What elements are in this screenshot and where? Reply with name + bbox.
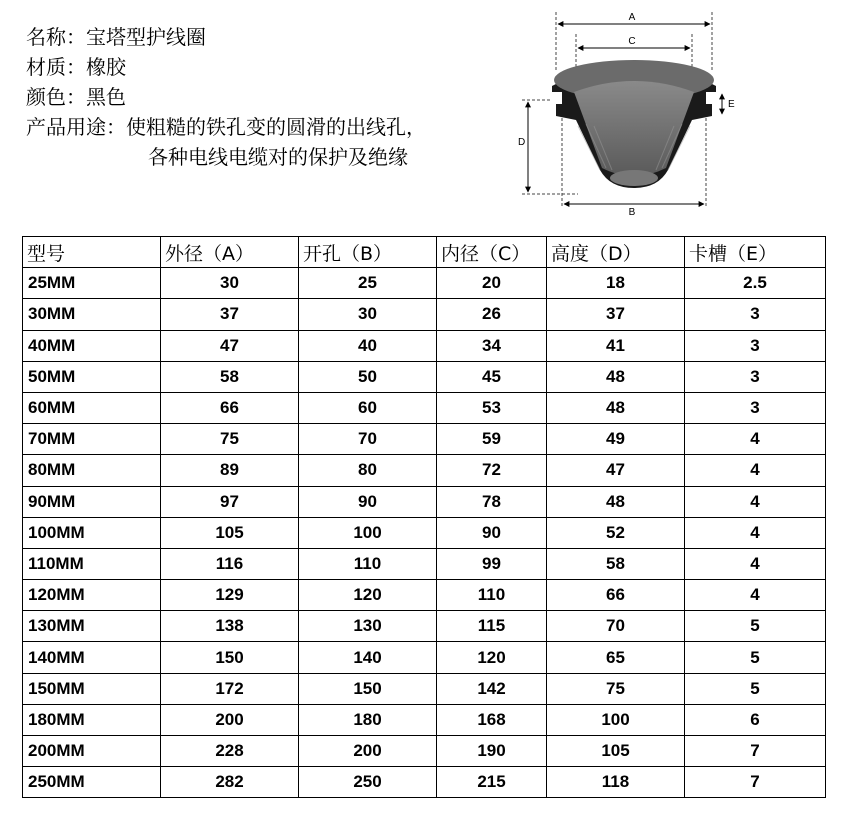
table-cell: 100	[547, 704, 685, 735]
table-row	[23, 455, 826, 486]
label-a: A	[628, 12, 636, 23]
header-inner-diameter: 内径（C）	[437, 237, 547, 268]
table-cell: 5	[685, 673, 826, 704]
table-cell: 100	[299, 517, 437, 548]
table-row	[23, 736, 826, 767]
table-cell: 48	[547, 486, 685, 517]
table-cell: 250	[299, 767, 437, 798]
table-cell-model: 60MM	[23, 392, 161, 423]
table-cell: 120	[437, 642, 547, 673]
table-row	[23, 517, 826, 548]
table-cell: 47	[161, 330, 299, 361]
table-cell: 129	[161, 580, 299, 611]
table-cell: 58	[547, 548, 685, 579]
table-cell: 59	[437, 424, 547, 455]
table-cell: 142	[437, 673, 547, 704]
table-body	[23, 268, 826, 798]
label-d: D	[518, 137, 526, 148]
table-cell-model: 50MM	[23, 361, 161, 392]
table-cell: 70	[547, 611, 685, 642]
table-cell-model: 110MM	[23, 548, 161, 579]
table-row	[23, 361, 826, 392]
table-cell: 4	[685, 517, 826, 548]
table-cell-model: 25MM	[23, 268, 161, 299]
table-row	[23, 611, 826, 642]
table-cell: 150	[299, 673, 437, 704]
table-cell: 90	[299, 486, 437, 517]
table-cell: 50	[299, 361, 437, 392]
label-c: C	[628, 36, 636, 47]
grommet-diagram	[508, 8, 738, 218]
table-cell: 47	[547, 455, 685, 486]
table-cell: 4	[685, 424, 826, 455]
table-cell: 60	[299, 392, 437, 423]
table-cell: 130	[299, 611, 437, 642]
table-cell: 26	[437, 299, 547, 330]
table-row	[23, 548, 826, 579]
product-usage-line2: 各种电线电缆对的保护及绝缘	[148, 145, 408, 169]
header-height: 高度（D）	[547, 237, 685, 268]
table-cell: 48	[547, 392, 685, 423]
spec-table	[22, 236, 826, 798]
table-row	[23, 268, 826, 299]
table-cell-model: 130MM	[23, 611, 161, 642]
table-cell: 52	[547, 517, 685, 548]
table-cell: 3	[685, 299, 826, 330]
table-cell: 3	[685, 330, 826, 361]
header-hole-size: 开孔（B）	[299, 237, 437, 268]
header-groove: 卡槽（E）	[685, 237, 826, 268]
table-cell: 200	[161, 704, 299, 735]
product-usage-line1: 产品用途：使粗糙的铁孔变的圆滑的出线孔，	[26, 115, 426, 139]
table-cell: 53	[437, 392, 547, 423]
table-row	[23, 486, 826, 517]
table-cell: 75	[547, 673, 685, 704]
table-cell-model: 150MM	[23, 673, 161, 704]
table-cell: 45	[437, 361, 547, 392]
table-row	[23, 580, 826, 611]
table-cell: 7	[685, 736, 826, 767]
table-cell: 78	[437, 486, 547, 517]
table-cell: 150	[161, 642, 299, 673]
table-cell: 105	[161, 517, 299, 548]
table-cell: 58	[161, 361, 299, 392]
grommet-bottom-hole	[610, 170, 658, 186]
table-cell: 110	[299, 548, 437, 579]
table-cell: 41	[547, 330, 685, 361]
header-model: 型号	[23, 237, 161, 268]
table-cell: 49	[547, 424, 685, 455]
table-cell: 180	[299, 704, 437, 735]
table-cell: 4	[685, 455, 826, 486]
table-cell: 6	[685, 704, 826, 735]
table-cell: 75	[161, 424, 299, 455]
table-cell-model: 80MM	[23, 455, 161, 486]
table-cell: 65	[547, 642, 685, 673]
table-cell: 200	[299, 736, 437, 767]
product-info	[26, 22, 426, 172]
table-cell-model: 140MM	[23, 642, 161, 673]
table-cell: 20	[437, 268, 547, 299]
table-row	[23, 330, 826, 361]
table-cell: 4	[685, 486, 826, 517]
table-cell: 168	[437, 704, 547, 735]
table-header-row	[23, 237, 826, 268]
table-cell: 172	[161, 673, 299, 704]
table-cell: 120	[299, 580, 437, 611]
table-cell: 37	[547, 299, 685, 330]
table-cell-model: 40MM	[23, 330, 161, 361]
table-cell: 2.5	[685, 268, 826, 299]
table-cell: 3	[685, 392, 826, 423]
table-row	[23, 424, 826, 455]
label-e: E	[728, 99, 735, 110]
table-cell: 72	[437, 455, 547, 486]
table-cell: 34	[437, 330, 547, 361]
table-cell: 215	[437, 767, 547, 798]
table-cell: 140	[299, 642, 437, 673]
table-cell-model: 90MM	[23, 486, 161, 517]
table-cell: 18	[547, 268, 685, 299]
table-cell: 30	[299, 299, 437, 330]
table-cell-model: 180MM	[23, 704, 161, 735]
table-cell: 3	[685, 361, 826, 392]
product-name: 名称：宝塔型护线圈	[26, 25, 206, 49]
table-cell-model: 70MM	[23, 424, 161, 455]
table-cell: 89	[161, 455, 299, 486]
table-cell: 5	[685, 642, 826, 673]
table-cell: 105	[547, 736, 685, 767]
table-cell: 40	[299, 330, 437, 361]
table-cell: 99	[437, 548, 547, 579]
table-cell: 97	[161, 486, 299, 517]
table-cell: 5	[685, 611, 826, 642]
table-cell-model: 30MM	[23, 299, 161, 330]
table-row	[23, 392, 826, 423]
table-cell: 138	[161, 611, 299, 642]
header-outer-diameter: 外径（A）	[161, 237, 299, 268]
table-cell: 110	[437, 580, 547, 611]
table-cell: 30	[161, 268, 299, 299]
table-cell: 25	[299, 268, 437, 299]
table-row	[23, 673, 826, 704]
label-b: B	[628, 207, 636, 218]
table-cell: 118	[547, 767, 685, 798]
table-cell: 4	[685, 548, 826, 579]
table-cell: 4	[685, 580, 826, 611]
table-cell: 7	[685, 767, 826, 798]
table-cell: 282	[161, 767, 299, 798]
table-row	[23, 642, 826, 673]
table-cell-model: 250MM	[23, 767, 161, 798]
table-cell: 66	[547, 580, 685, 611]
table-cell-model: 120MM	[23, 580, 161, 611]
table-row	[23, 299, 826, 330]
table-cell: 90	[437, 517, 547, 548]
table-row	[23, 767, 826, 798]
table-cell-model: 200MM	[23, 736, 161, 767]
table-cell: 116	[161, 548, 299, 579]
table-cell: 80	[299, 455, 437, 486]
table-cell: 70	[299, 424, 437, 455]
table-cell: 48	[547, 361, 685, 392]
table-cell: 190	[437, 736, 547, 767]
product-material: 材质：橡胶	[26, 55, 126, 79]
table-cell: 115	[437, 611, 547, 642]
table-row	[23, 704, 826, 735]
product-color: 颜色：黑色	[26, 85, 126, 109]
table-cell: 228	[161, 736, 299, 767]
table-cell-model: 100MM	[23, 517, 161, 548]
grommet-inner-cone	[574, 81, 694, 176]
table-cell: 37	[161, 299, 299, 330]
table-cell: 66	[161, 392, 299, 423]
